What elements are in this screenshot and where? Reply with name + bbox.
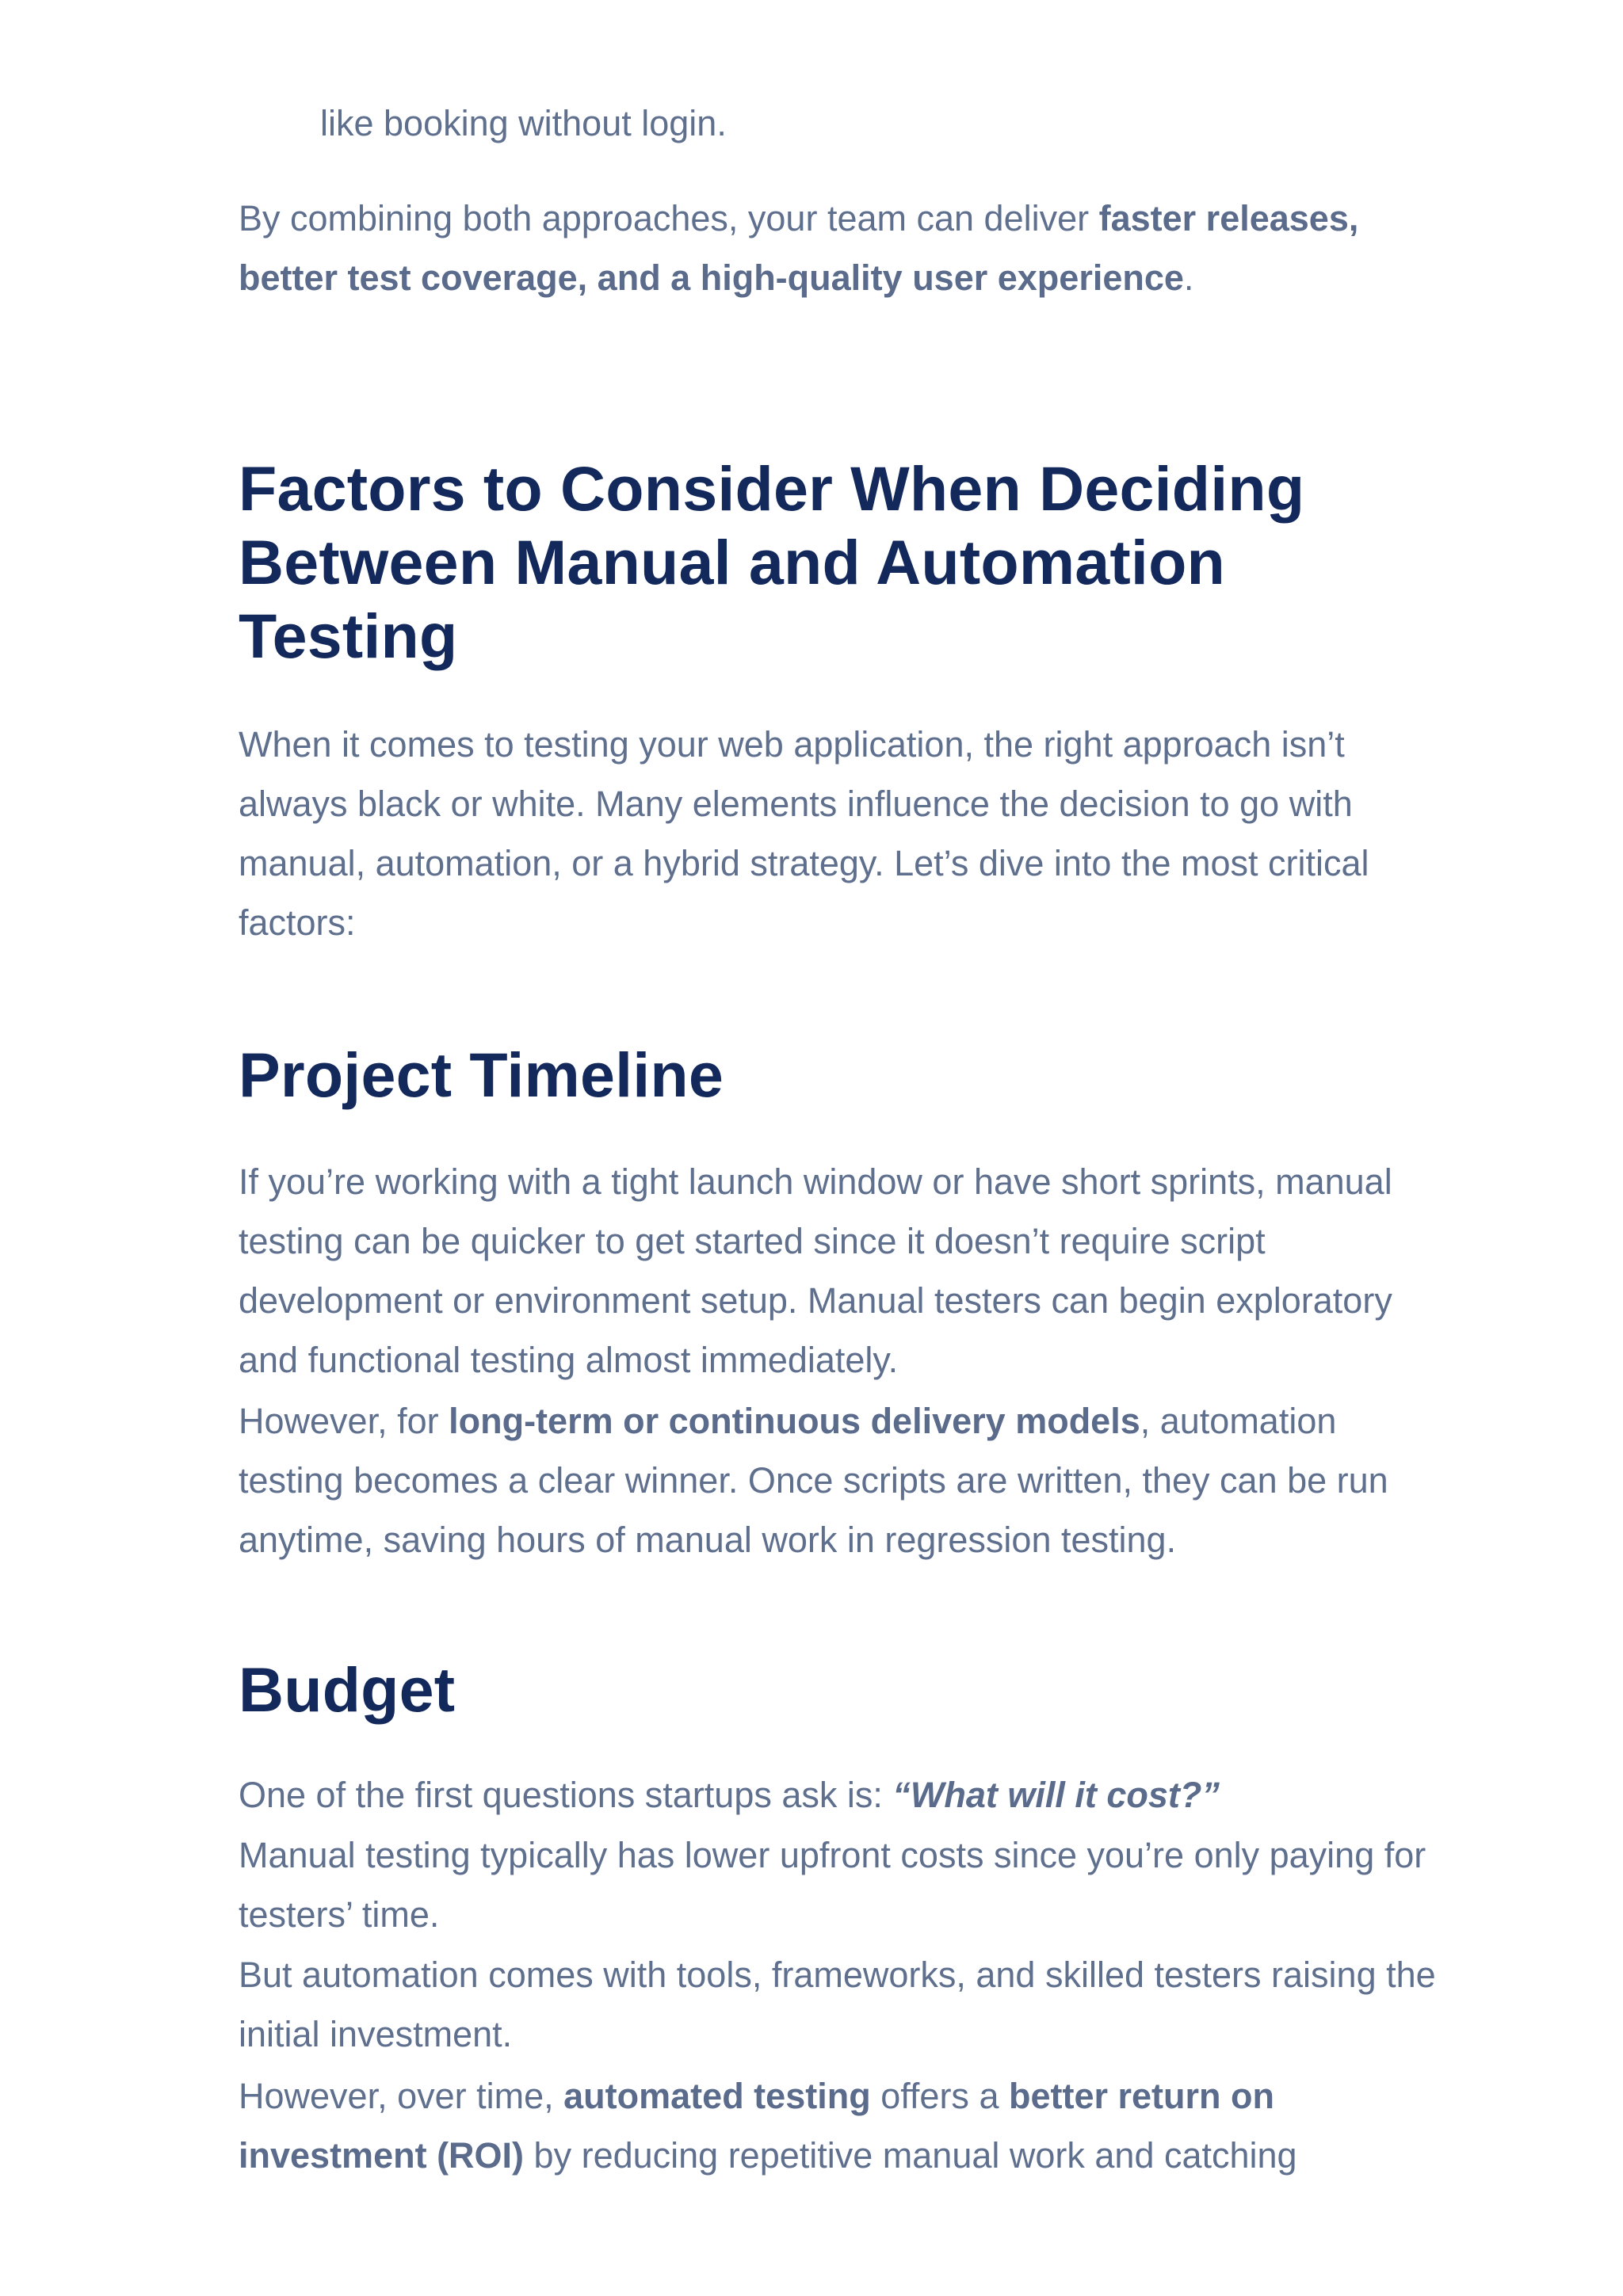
factors-intro-paragraph: When it comes to testing your web application, the right approach isn’t always black or white. Many elements influence the decision to go with manual, automation, or a hybrid strategy. Let’s dive into the most critical factors: [239,724,1369,943]
timeline-paragraph-1: If you’re working with a tight launch window or have short sprints, manual testing can be quicker to get started since it doesn’t require script development or environment setup. Manual testers can begin exploratory and functional testing almost immediately. [239,1161,1392,1380]
project-timeline-heading: Project Timeline [239,1039,724,1110]
combine-text: By combining both approaches, your team can deliver [239,198,1099,238]
budget-paragraph-1 [239,1765,1443,1825]
combine-end: . [1183,257,1194,298]
budget-p4-middle: offers a [870,2076,1009,2116]
budget-p1-text: One of the first questions startups ask is: [239,1775,893,1815]
budget-paragraph-2: Manual testing typically has lower upfront costs since you’re only paying for testers’ time. [239,1835,1426,1935]
timeline-p2-text: However, for [239,1401,449,1441]
combine-strong: faster releases, better test coverage, and a high-quality user experience [239,198,1359,298]
budget-p4-text: However, over time, [239,2076,564,2116]
timeline-p2-strong: long-term or continuous delivery models [449,1401,1140,1441]
budget-paragraph-3: But automation comes with tools, frameworks, and skilled testers raising the initial investment. [239,1955,1436,2054]
budget-p4-strong-1: automated testing [563,2076,871,2116]
budget-paragraph-4 [239,2066,1443,2185]
budget-p4-rest: by reducing repetitive manual work and catching [524,2135,1297,2176]
combine-paragraph [239,189,1443,307]
list-item-tail [320,93,1430,153]
budget-heading: Budget [239,1654,456,1725]
timeline-paragraph-2 [239,1391,1443,1569]
factors-heading: Factors to Consider When Deciding Between Manual and Automation Testing [239,453,1305,671]
budget-p1-emphasis: “What will it cost?” [892,1775,1220,1815]
list-item-text: like booking without login. [320,103,727,143]
budget-p4-strong-2: better return on investment (ROI) [239,2076,1274,2176]
timeline-p2-rest: , automation testing becomes a clear winner. Once scripts are written, they can be run anytime, saving hours of manual work in regression testing. [239,1401,1388,1560]
